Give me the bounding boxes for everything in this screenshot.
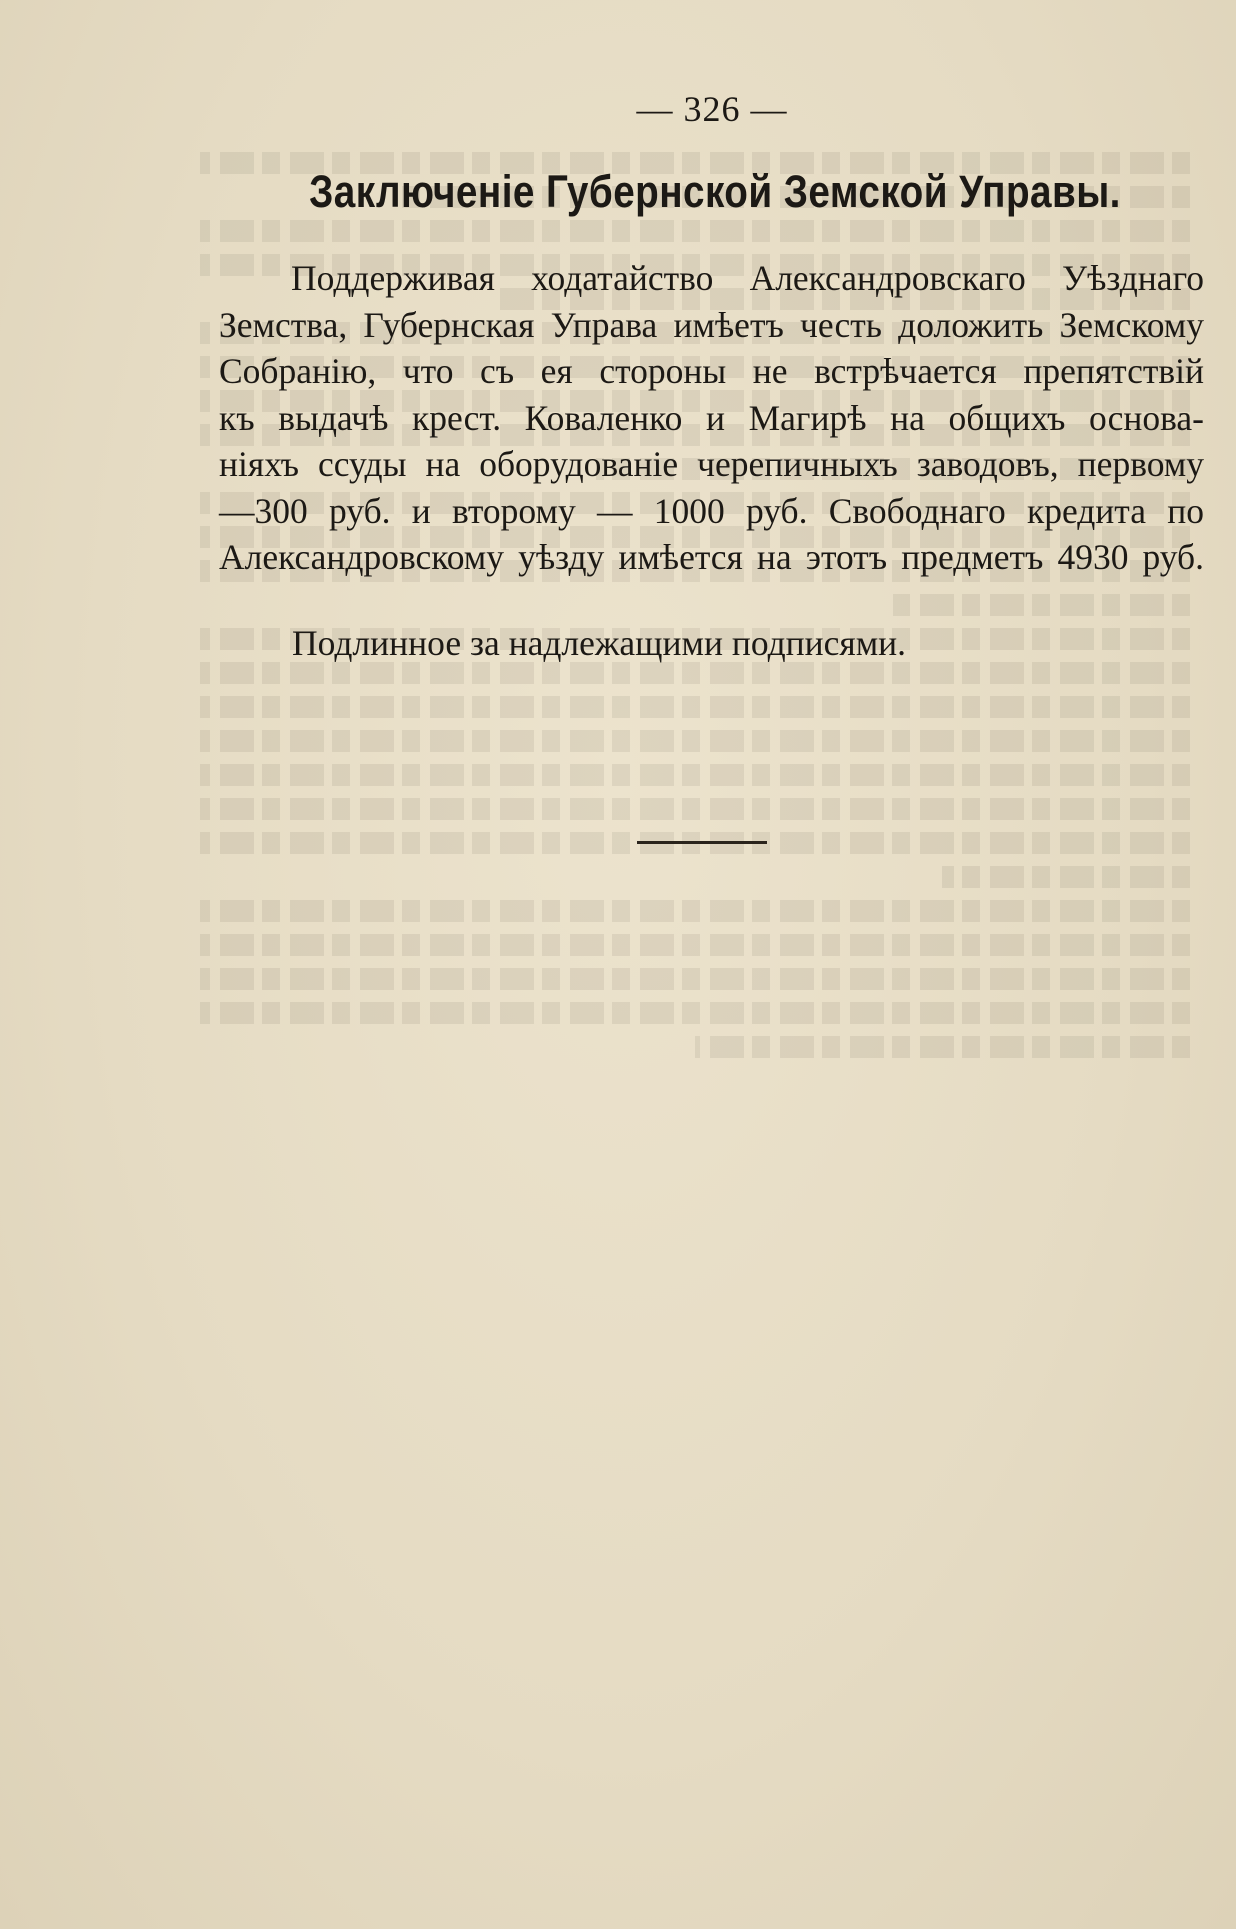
signature-note: Подлинное за надлежащими подписями.	[292, 623, 907, 663]
page-number: — 326 —	[636, 89, 788, 129]
paragraph-line: къ выдачѣ крест. Коваленко и Магирѣ на общихъ основа-	[219, 397, 1204, 438]
paragraph-line: Собранію, что съ ея стороны не встрѣчается препятствій	[219, 351, 1204, 391]
section-heading: Заключеніе Губернской Земской Управы.	[309, 166, 1121, 217]
resolution-paragraph	[219, 255, 1204, 581]
paragraph-line: —300 руб. и второму — 1000 руб. Свободнаго кредита по	[219, 490, 1204, 531]
paragraph-line: Александровскому уѣзду имѣется на этотъ предметъ 4930 руб.	[219, 537, 1204, 577]
paragraph-line: Поддерживая ходатайство Александровскаго Уѣзднаго	[291, 258, 1204, 298]
paragraph-line: Земства, Губернская Управа имѣетъ честь доложить Земскому	[219, 304, 1204, 345]
paragraph-line: ніяхъ ссуды на оборудованіе черепичныхъ заводовъ, первому	[219, 444, 1204, 484]
section-divider	[637, 841, 767, 844]
